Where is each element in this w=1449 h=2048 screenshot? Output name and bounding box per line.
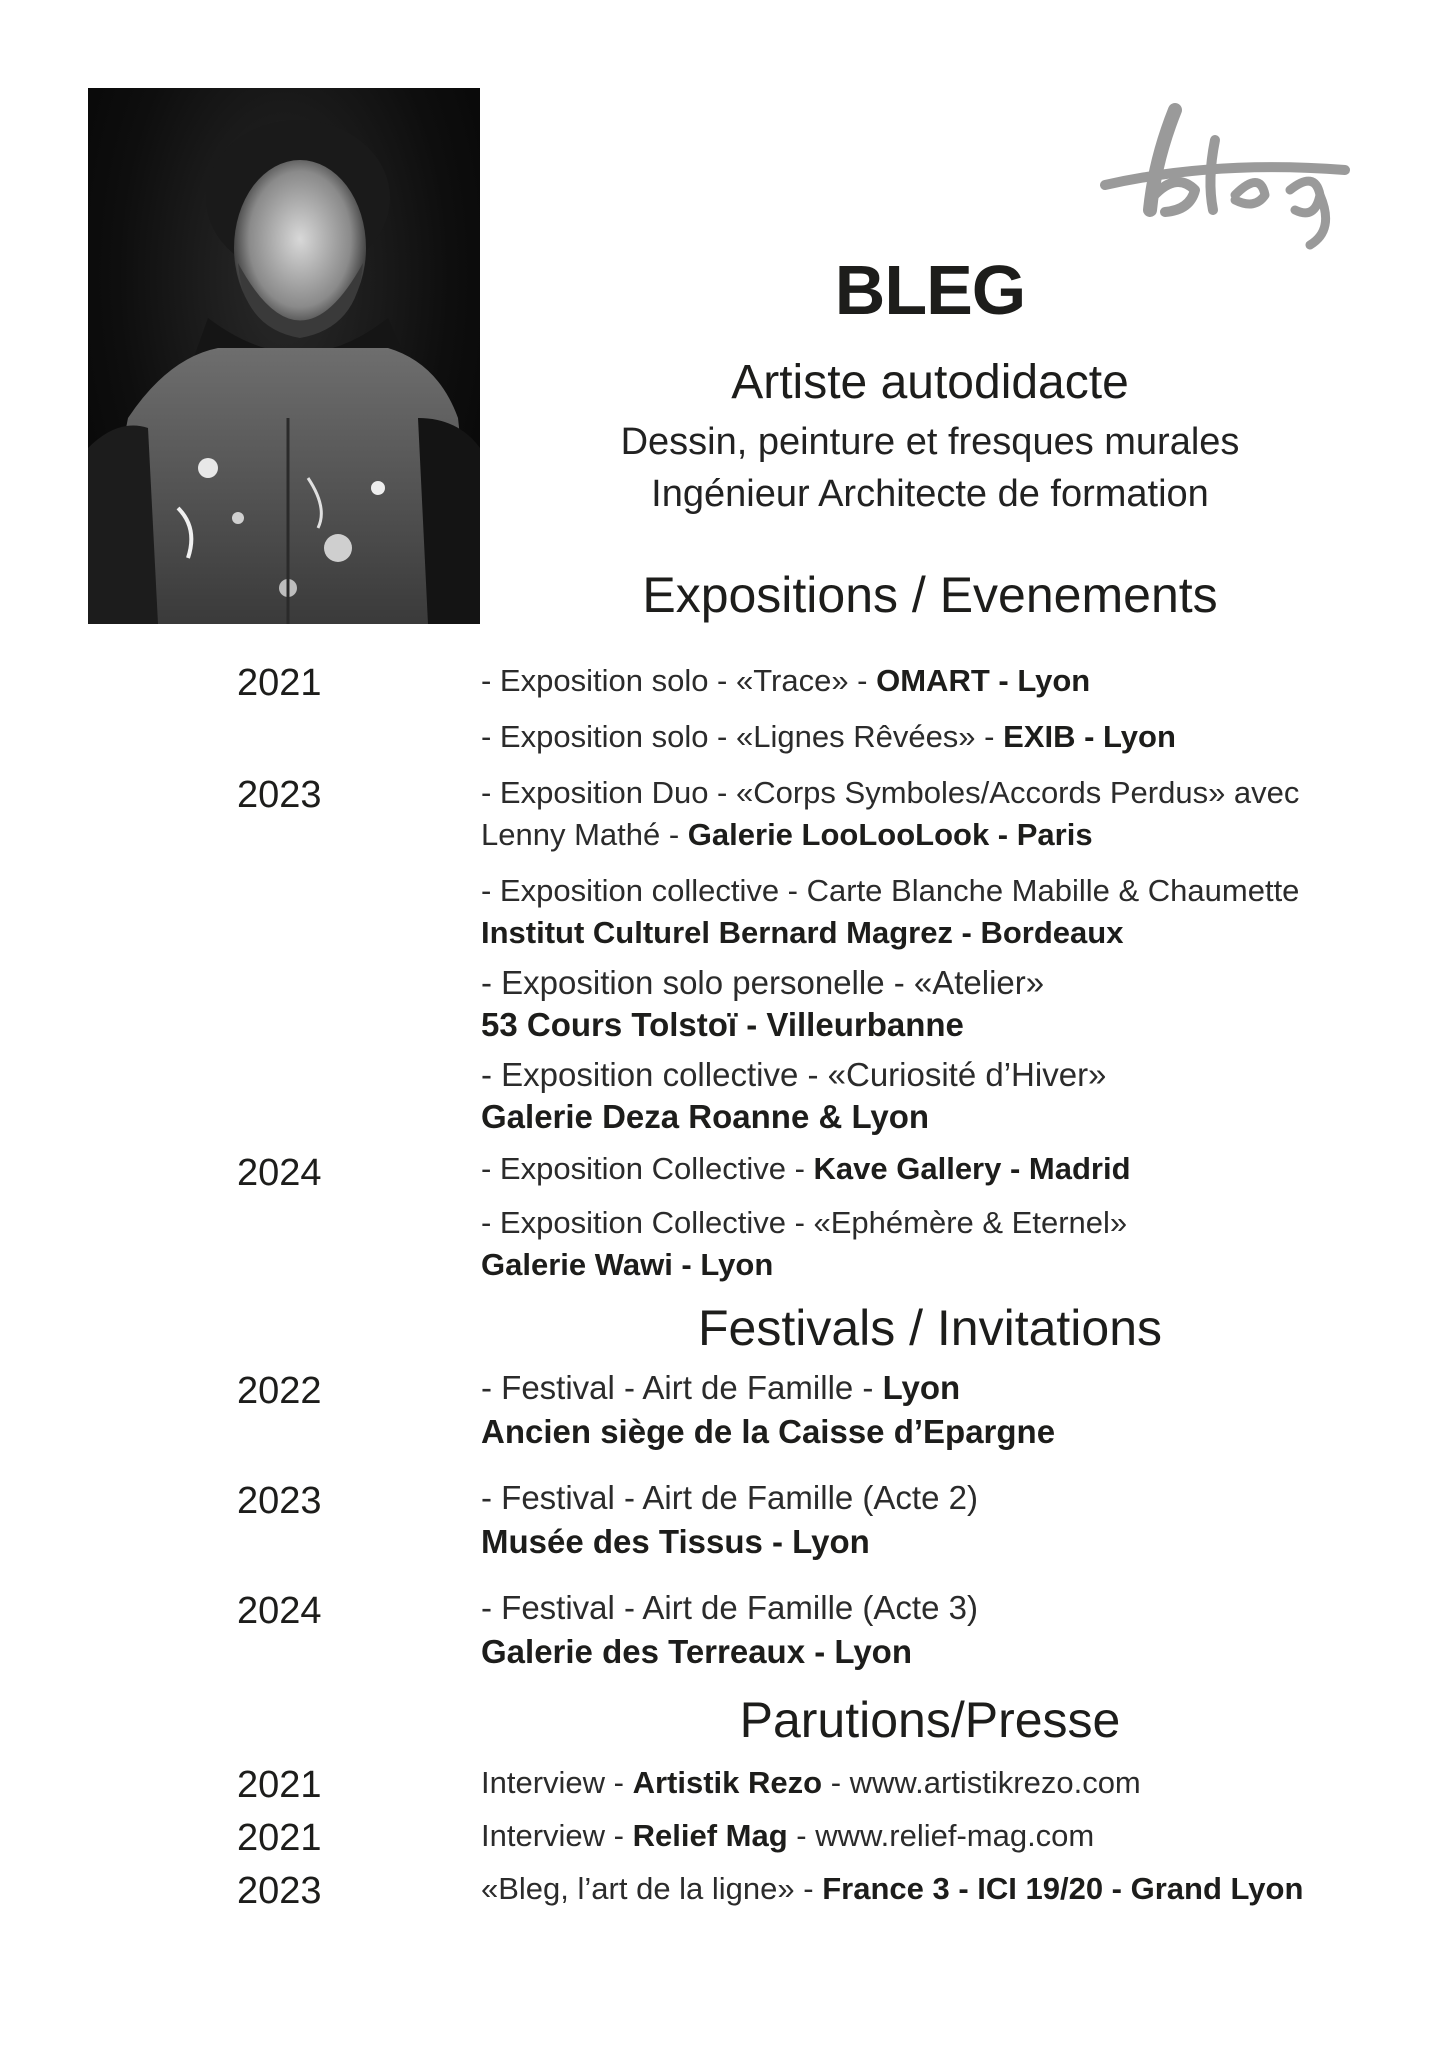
list-item [481, 1586, 1381, 1674]
artist-subtitle: Artiste autodidacte [731, 356, 1129, 409]
artist-portrait-photo [88, 88, 480, 624]
list-item [481, 716, 1381, 758]
entry-text: Interview - [481, 1818, 633, 1853]
entry-text: - Festival - Airt de Famille (Acte 3) [481, 1589, 978, 1626]
list-item [481, 772, 1381, 856]
list-item [481, 870, 1381, 954]
entry-venue: Galerie Deza Roanne & Lyon [481, 1098, 930, 1135]
entry-venue: Galerie Wawi - Lyon [481, 1247, 774, 1282]
tagline-formation: Ingénieur Architecte de formation [651, 473, 1209, 515]
list-item [481, 1366, 1381, 1454]
entry-text: - Exposition Collective - «Ephémère & Eternel» [481, 1205, 1128, 1240]
year-label: 2024 [237, 1590, 322, 1632]
year-label: 2021 [237, 1764, 322, 1806]
entry-venue: France 3 - ICI 19/20 - Grand Lyon [822, 1871, 1304, 1906]
entry-venue: 53 Cours Tolstoï - Villeurbanne [481, 1006, 964, 1043]
list-item [481, 660, 1381, 702]
entry-text: - Festival - Airt de Famille (Acte 2) [481, 1479, 978, 1516]
portrait-illustration [88, 88, 480, 624]
entry-venue: Relief Mag [632, 1818, 788, 1853]
list-item [481, 1148, 1381, 1190]
entry-venue: EXIB - Lyon [1003, 719, 1176, 754]
entry-text: «Bleg, l’art de la ligne» - [481, 1871, 823, 1906]
section-title-expositions: Expositions / Evenements [642, 567, 1218, 623]
entry-text: - Exposition solo personelle - «Atelier» [481, 964, 1045, 1001]
entry-text: - Exposition solo - «Trace» - [481, 663, 877, 698]
entry-text: Interview - [481, 1765, 633, 1800]
entry-text: - Exposition collective - «Curiosité d’Hiver» [481, 1056, 1107, 1093]
year-label: 2024 [237, 1152, 322, 1194]
entry-url: - www.relief-mag.com [787, 1818, 1095, 1853]
entry-venue: Lyon [882, 1369, 961, 1406]
list-item [481, 1476, 1381, 1564]
section-title-festivals: Festivals / Invitations [697, 1300, 1163, 1356]
artist-name: BLEG [834, 251, 1026, 329]
entry-venue: Galerie des Terreaux - Lyon [481, 1633, 912, 1670]
year-label: 2022 [237, 1370, 322, 1412]
list-item [481, 1762, 1381, 1804]
list-item [481, 1868, 1381, 1910]
tagline-disciplines: Dessin, peinture et fresques murales [620, 421, 1240, 463]
list-item [481, 1815, 1381, 1857]
signature-logo [1095, 100, 1365, 250]
list-item [481, 962, 1381, 1046]
year-label: 2023 [237, 1870, 322, 1912]
entry-venue: Galerie LooLooLook - Paris [687, 817, 1093, 852]
entry-text: - Exposition collective - Carte Blanche Mabille & Chaumette [481, 873, 1300, 908]
list-item [481, 1202, 1381, 1286]
entry-text: - Exposition solo - «Lignes Rêvées» - [481, 719, 1004, 754]
entry-venue: Ancien siège de la Caisse d’Epargne [481, 1413, 1056, 1450]
year-label: 2023 [237, 774, 322, 816]
list-item [481, 1054, 1381, 1138]
entry-venue: Musée des Tissus - Lyon [481, 1523, 870, 1560]
entry-text: Lenny Mathé - [481, 817, 688, 852]
entry-venue: Institut Culturel Bernard Magrez - Bordeaux [481, 915, 1124, 950]
year-label: 2023 [237, 1480, 322, 1522]
year-label: 2021 [237, 662, 322, 704]
signature-icon [1095, 100, 1365, 250]
entry-venue: OMART - Lyon [876, 663, 1091, 698]
year-label: 2021 [237, 1817, 322, 1859]
entry-url: - www.artistikrezo.com [822, 1765, 1141, 1800]
entry-venue: Kave Gallery - Madrid [813, 1151, 1131, 1186]
entry-text: - Exposition Duo - «Corps Symboles/Accords Perdus» avec [481, 775, 1300, 810]
entry-text: - Exposition Collective - [481, 1151, 814, 1186]
section-title-presse: Parutions/Presse [739, 1692, 1121, 1748]
entry-venue: Artistik Rezo [632, 1765, 823, 1800]
entry-text: - Festival - Airt de Famille - [481, 1369, 883, 1406]
